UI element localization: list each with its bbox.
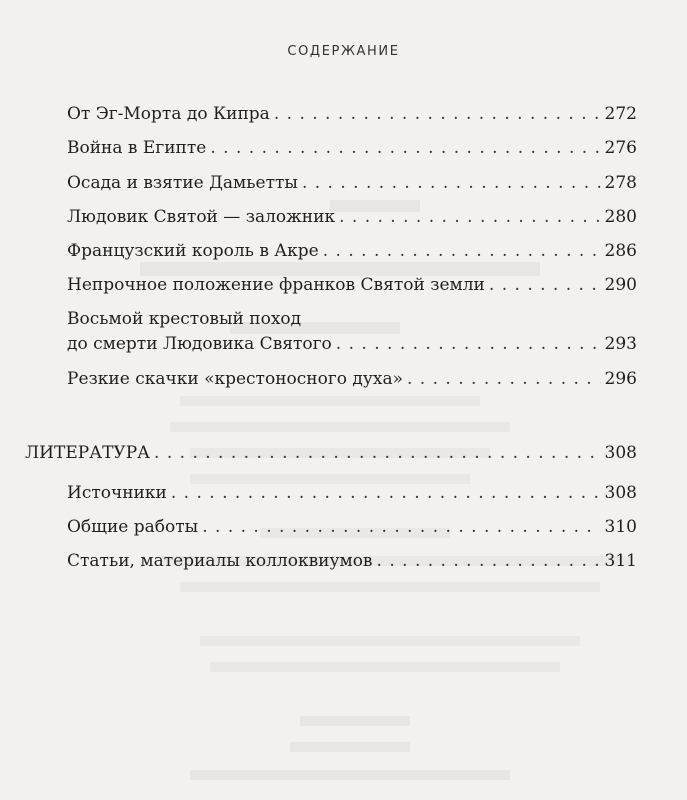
toc-entry[interactable] [67,333,637,355]
dot-leader [171,482,601,504]
toc-entry[interactable] [67,368,637,390]
toc-page-number: 280 [604,207,637,227]
dot-leader [154,442,601,464]
toc-page-number: 272 [604,104,637,124]
toc-entry-title: Источники [67,483,167,503]
toc-entry[interactable] [67,274,637,296]
toc-entry-title: Резкие скачки «крестоносного духа» [67,369,403,389]
toc-page-number: 290 [604,275,637,295]
toc-entry-title-line1: Восьмой крестовый поход [67,309,302,329]
toc-page-number: 308 [604,443,637,463]
dot-leader [274,103,601,125]
toc-entry-title: Война в Египте [67,138,207,158]
toc-page-number: 308 [604,483,637,503]
dot-leader [377,550,601,572]
toc-entry-title: Статьи, материалы коллоквиумов [67,551,373,571]
dot-leader [323,240,601,262]
toc-page-number: 293 [604,334,637,354]
dot-leader [336,333,601,355]
toc-entry-title: Общие работы [67,517,199,537]
toc-page-number: 296 [604,369,637,389]
toc-page-number: 311 [604,551,637,571]
toc-entry[interactable] [67,482,637,504]
toc-page-number: 276 [604,138,637,158]
toc-entry[interactable] [67,172,637,194]
dot-leader [302,172,601,194]
toc-entry-title: Осада и взятие Дамьетты [67,173,298,193]
toc-entry[interactable] [67,550,637,572]
toc-entry[interactable] [67,137,637,159]
toc-entry[interactable] [67,240,637,262]
toc-page-number: 286 [604,241,637,261]
dot-leader [210,137,600,159]
dot-leader [339,206,600,228]
toc-entry-title: От Эг-Морта до Кипра [67,104,270,124]
toc-page-number: 278 [604,173,637,193]
dot-leader [407,368,601,390]
toc-entry[interactable] [67,516,637,538]
toc-entry-title: до смерти Людовика Святого [67,334,332,354]
toc-section-title: ЛИТЕРАТУРА [25,443,151,463]
dot-leader [489,274,601,296]
toc-entry-title: Французский король в Акре [67,241,319,261]
toc-entry-title: Непрочное положение франков Святой земли [67,275,485,295]
dot-leader [202,516,600,538]
toc-entry[interactable] [67,103,637,125]
toc-page-number: 310 [604,517,637,537]
page-title: СОДЕРЖАНИЕ [287,44,400,59]
toc-section[interactable] [25,442,637,464]
toc-entry-title: Людовик Святой — заложник [67,207,336,227]
toc-entry[interactable] [67,206,637,228]
